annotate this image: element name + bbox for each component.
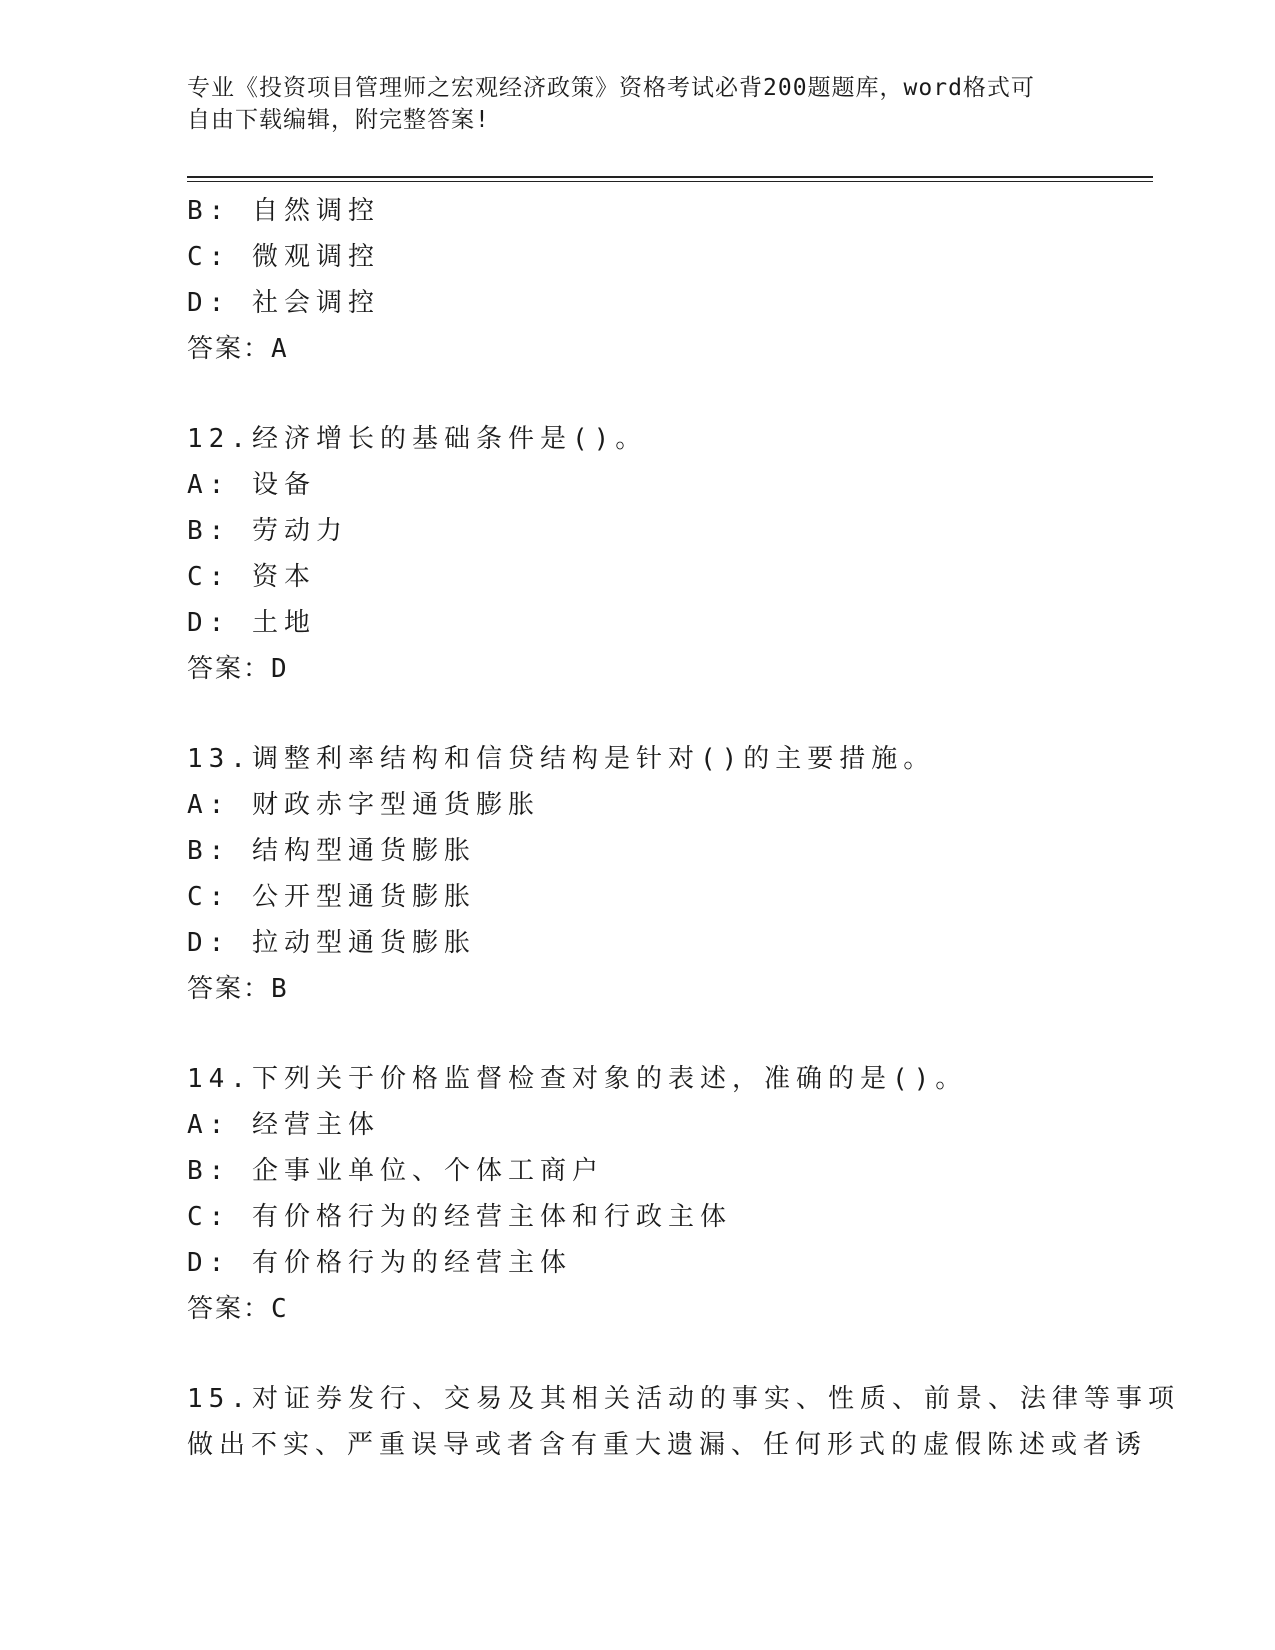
answer-label: 答案： [187, 974, 272, 1004]
option-b: B: 劳动力 [187, 516, 348, 546]
option-d: D: 拉动型通货膨胀 [187, 928, 476, 958]
question-stem: 14.下列关于价格监督检查对象的表述，准确的是()。 [187, 1064, 968, 1094]
question-11-tail [187, 188, 1087, 372]
option-c: C: 微观调控 [187, 242, 380, 272]
answer-value: D [271, 654, 289, 684]
question-13 [187, 736, 1087, 1012]
answer-value: C [271, 1294, 289, 1324]
option-d: D: 土地 [187, 608, 316, 638]
spacer [187, 692, 1087, 736]
question-list [187, 188, 1180, 1468]
answer-value: A [271, 334, 289, 364]
spacer [187, 1332, 1087, 1376]
question-stem-line-2: 做出不实、严重误导或者含有重大遗漏、任何形式的虚假陈述或者诱 [187, 1430, 1148, 1460]
question-14 [187, 1056, 1087, 1332]
option-d: D: 社会调控 [187, 288, 380, 318]
option-a: A: 财政赤字型通货膨胀 [187, 790, 540, 820]
option-c: C: 资本 [187, 562, 316, 592]
document-header [187, 72, 1087, 136]
option-b: B: 结构型通货膨胀 [187, 836, 476, 866]
answer-line [187, 646, 1087, 692]
header-divider-thin [187, 181, 1153, 182]
question-12 [187, 416, 1087, 692]
question-stem: 12.经济增长的基础条件是()。 [187, 424, 648, 454]
answer-line [187, 1286, 1087, 1332]
spacer [187, 372, 1087, 416]
spacer [187, 1012, 1087, 1056]
header-divider-thick [187, 176, 1153, 178]
answer-label: 答案： [187, 1294, 272, 1324]
option-a: A: 经营主体 [187, 1110, 380, 1140]
header-line-2: 自由下载编辑，附完整答案! [187, 107, 490, 133]
question-stem-line-1: 15.对证券发行、交易及其相关活动的事实、性质、前景、法律等事项 [187, 1384, 1180, 1414]
answer-label: 答案： [187, 654, 272, 684]
header-line-1: 专业《投资项目管理师之宏观经济政策》资格考试必背200题题库，word格式可 [187, 75, 1035, 101]
option-d: D: 有价格行为的经营主体 [187, 1248, 572, 1278]
answer-line [187, 326, 1087, 372]
option-c: C: 公开型通货膨胀 [187, 882, 476, 912]
option-b: B: 企事业单位、个体工商户 [187, 1156, 604, 1186]
answer-label: 答案： [187, 334, 272, 364]
answer-value: B [271, 974, 289, 1004]
question-15 [187, 1376, 1180, 1468]
option-b: B: 自然调控 [187, 196, 380, 226]
question-stem: 13.调整利率结构和信贷结构是针对()的主要措施。 [187, 744, 936, 774]
option-a: A: 设备 [187, 470, 316, 500]
answer-line [187, 966, 1087, 1012]
option-c: C: 有价格行为的经营主体和行政主体 [187, 1202, 732, 1232]
